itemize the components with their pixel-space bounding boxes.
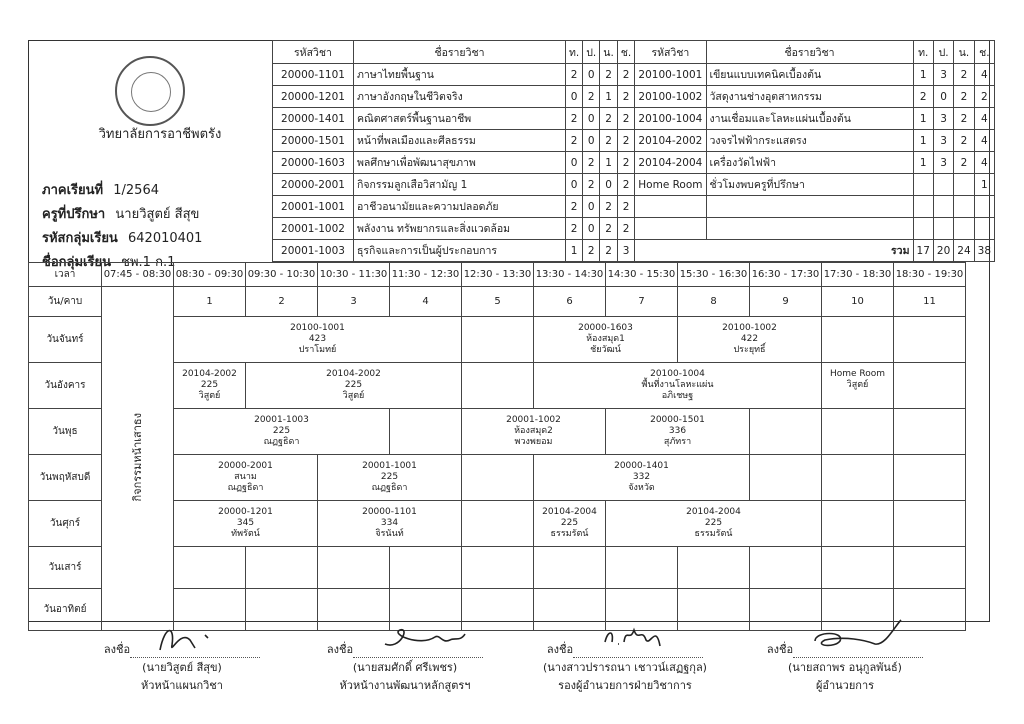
handwritten-signature-4	[805, 616, 905, 656]
header-p: ป.	[583, 41, 600, 64]
slot-code: 20001-1002	[506, 415, 561, 425]
course-credit-p: 3	[933, 64, 953, 86]
slot	[678, 317, 822, 363]
slot	[174, 501, 318, 547]
slot-teacher: อภิเชษฐ	[661, 391, 694, 401]
course-credit-n: 2	[954, 86, 974, 108]
slot-teacher: วิสูตย์	[846, 380, 869, 390]
empty-cell	[933, 196, 953, 218]
slot-room: 336	[668, 426, 687, 436]
course-row	[273, 152, 995, 174]
slot	[606, 501, 822, 547]
course-name: อาชีวอนามัยและความปลอดภัย	[354, 196, 566, 218]
signature-2: ลงชื่อ (นายสมศักดิ์ ศรีเพชร) หัวหน้างานพัฒนาหลักสูตรฯ	[305, 640, 505, 694]
header-p2: ป.	[933, 41, 953, 64]
college-name: วิทยาลัยการอาชีพตรัง	[98, 127, 222, 142]
empty-cell	[954, 218, 974, 240]
header-name2: ชื่อรายวิชา	[706, 41, 913, 64]
empty-slot	[894, 455, 966, 501]
course-code: 20104-2002	[635, 130, 706, 152]
empty-slot	[390, 409, 462, 455]
course-code: 20100-1001	[635, 64, 706, 86]
course-credit-t	[913, 174, 933, 196]
course-credit-p: 0	[933, 86, 953, 108]
empty-slot	[894, 501, 966, 547]
slot	[318, 501, 462, 547]
course-credit-p: 2	[583, 86, 600, 108]
course-code: 20000-2001	[273, 174, 354, 196]
empty-slot	[822, 317, 894, 363]
time-cell: 07:45 - 08:30	[102, 263, 174, 287]
time-label: เวลา	[29, 263, 102, 287]
day-label: วันพฤหัสบดี	[29, 455, 102, 501]
signer-name: (นายวิสูตย์ สีสุข)	[142, 661, 222, 674]
slot-room: 225	[380, 472, 399, 482]
slot-teacher: ธรรมรัตน์	[550, 529, 589, 539]
time-cell: 13:30 - 14:30	[534, 263, 606, 287]
slot-room: 345	[236, 518, 255, 528]
slot-code: 20104-2002	[182, 369, 237, 379]
course-name: ภาษาอังกฤษในชีวิตจริง	[354, 86, 566, 108]
slot-code: Home Room	[829, 369, 886, 379]
period-cell: 11	[894, 287, 966, 317]
slot-teacher: วิสูตย์	[198, 391, 221, 401]
empty-slot	[894, 317, 966, 363]
slot-room: พื้นที่งานโลหะแผ่น	[641, 380, 714, 390]
empty-slot	[462, 455, 534, 501]
course-credit-n: 0	[600, 174, 618, 196]
header-code: รหัสวิชา	[273, 41, 354, 64]
slot-teacher: จิรนันท์	[375, 529, 404, 539]
course-code: 20000-1101	[273, 64, 354, 86]
total-n: 24	[954, 240, 974, 262]
slot-teacher: ประยุทธิ์	[733, 345, 766, 355]
class-info	[42, 178, 267, 274]
slot-code: 20000-1101	[362, 507, 417, 517]
slot-room: ห้องสมุด1	[586, 334, 625, 344]
signer-name: (นายสมศักดิ์ ศรีเพชร)	[352, 661, 458, 674]
course-credit-c: 4	[974, 130, 994, 152]
slot-code: 20100-1001	[290, 323, 345, 333]
slot	[534, 317, 678, 363]
course-row	[273, 240, 995, 262]
time-cell: 11:30 - 12:30	[390, 263, 462, 287]
course-credit-n: 2	[600, 130, 618, 152]
header-c: ช.	[617, 41, 634, 64]
signer-name: (นายสถาพร อนุกูลพันธ์)	[788, 661, 902, 674]
slot-code: 20000-1201	[218, 507, 273, 517]
slot	[174, 409, 390, 455]
course-name: กิจกรรมลูกเสือวิสามัญ 1	[354, 174, 566, 196]
course-row	[273, 196, 995, 218]
course-credit-n: 2	[600, 108, 618, 130]
course-credit-n: 2	[954, 152, 974, 174]
course-credit-n: 2	[600, 64, 618, 86]
slot-room: 225	[704, 518, 723, 528]
course-credit-t: 1	[913, 108, 933, 130]
slot-code: 20000-1401	[614, 461, 669, 471]
slot-room: 334	[380, 518, 399, 528]
slot-teacher: ณฏฐธิดา	[371, 483, 408, 493]
slot-teacher: วิสูตย์	[342, 391, 365, 401]
course-credit-c: 2	[617, 130, 634, 152]
slot-room: 332	[632, 472, 651, 482]
time-cell: 08:30 - 09:30	[174, 263, 246, 287]
empty-cell	[706, 218, 913, 240]
course-credit-c: 2	[617, 86, 634, 108]
info-term: ภาคเรียนที่ 1/2564	[42, 183, 159, 198]
course-credit-p: 2	[583, 174, 600, 196]
slot	[822, 363, 894, 409]
slot-code: 20001-1003	[254, 415, 309, 425]
flag-activity-cell	[102, 287, 174, 631]
course-credit-c: 4	[974, 64, 994, 86]
empty-slot	[750, 409, 822, 455]
slot-room: 225	[272, 426, 291, 436]
slot	[606, 409, 750, 455]
course-credit-t: 2	[566, 196, 583, 218]
course-credit-t: 1	[913, 130, 933, 152]
course-credit-p: 3	[933, 108, 953, 130]
slot-teacher: พวงพยอม	[514, 437, 553, 447]
empty-slot	[462, 317, 534, 363]
period-cell: 4	[390, 287, 462, 317]
course-code: 20001-1003	[273, 240, 354, 262]
total-c: 38	[974, 240, 994, 262]
slot-code: 20104-2004	[686, 507, 741, 517]
slot-room: 225	[344, 380, 363, 390]
course-credit-t: 1	[913, 64, 933, 86]
course-name: พลังงาน ทรัพยากรและสิ่งแวดล้อม	[354, 218, 566, 240]
course-code: 20001-1001	[273, 196, 354, 218]
signature-4: ลงชื่อ (นายสถาพร อนุกูลพันธ์) ผู้อำนวยการ	[745, 640, 945, 694]
course-credit-n: 2	[954, 64, 974, 86]
course-credit-p	[933, 174, 953, 196]
empty-cell	[635, 218, 706, 240]
period-cell: 3	[318, 287, 390, 317]
slot-room: 225	[560, 518, 579, 528]
empty-cell	[933, 218, 953, 240]
course-code: 20000-1201	[273, 86, 354, 108]
course-name: เขียนแบบเทคนิคเบื้องต้น	[706, 64, 913, 86]
empty-cell	[913, 196, 933, 218]
college-seal-icon	[115, 56, 185, 126]
day-label: วันศุกร์	[29, 501, 102, 547]
period-cell: 6	[534, 287, 606, 317]
total-label-cell: รวม	[635, 240, 913, 262]
course-row	[273, 218, 995, 240]
course-table	[272, 40, 995, 262]
course-credit-n	[954, 174, 974, 196]
slot	[246, 363, 462, 409]
course-name: คณิตศาสตร์พื้นฐานอาชีพ	[354, 108, 566, 130]
signature-3: ลงชื่อ (นางสาวปรารถนา เชาวน์เสฏฐกุล) รองผู้อำนวยการฝ่ายวิชาการ	[525, 640, 725, 694]
period-cell: 5	[462, 287, 534, 317]
slot-code: 20000-1603	[578, 323, 633, 333]
course-credit-c: 2	[974, 86, 994, 108]
time-cell: 18:30 - 19:30	[894, 263, 966, 287]
signer-title: รองผู้อำนวยการฝ่ายวิชาการ	[558, 679, 692, 692]
empty-cell	[913, 218, 933, 240]
course-credit-c: 3	[617, 240, 634, 262]
slot-teacher: ทัพรัตน์	[231, 529, 260, 539]
course-code: 20000-1401	[273, 108, 354, 130]
period-cell: 9	[750, 287, 822, 317]
total-t: 17	[913, 240, 933, 262]
course-credit-t: 2	[566, 64, 583, 86]
course-credit-c: 4	[974, 108, 994, 130]
empty-slot	[462, 363, 534, 409]
period-cell: 7	[606, 287, 678, 317]
course-credit-t: 0	[566, 86, 583, 108]
time-cell: 16:30 - 17:30	[750, 263, 822, 287]
signer-title: หัวหน้าแผนกวิชา	[141, 679, 223, 692]
slot	[318, 455, 462, 501]
period-cell: 1	[174, 287, 246, 317]
course-credit-n: 2	[600, 240, 618, 262]
empty-cell	[954, 196, 974, 218]
slot-room: ห้องสมุด2	[514, 426, 553, 436]
slot-teacher: ณฏฐธิดา	[263, 437, 300, 447]
day-label: วันเสาร์	[29, 547, 102, 589]
course-name: ชั่วโมงพบครูที่ปรึกษา	[706, 174, 913, 196]
slot	[174, 363, 246, 409]
course-code: 20104-2004	[635, 152, 706, 174]
time-cell: 14:30 - 15:30	[606, 263, 678, 287]
slot-code: 20000-1501	[650, 415, 705, 425]
info-advisor: ครูที่ปรึกษา นายวิสูตย์ สีสุข	[42, 207, 200, 222]
flag-activity-label: กิจกรรมหน้าเสาธง	[130, 412, 144, 502]
course-credit-p: 2	[583, 240, 600, 262]
day-label: วันจันทร์	[29, 317, 102, 363]
course-credit-n: 2	[600, 196, 618, 218]
time-cell: 17:30 - 18:30	[822, 263, 894, 287]
day-label: วันพุธ	[29, 409, 102, 455]
slot	[534, 501, 606, 547]
course-name: ภาษาไทยพื้นฐาน	[354, 64, 566, 86]
course-name: หน้าที่พลเมืองและศีลธรรม	[354, 130, 566, 152]
empty-slot	[894, 363, 966, 409]
handwritten-signature-2	[380, 622, 470, 652]
course-credit-t: 1	[913, 152, 933, 174]
slot-code: 20104-2004	[542, 507, 597, 517]
header-n: น.	[600, 41, 618, 64]
course-credit-t: 2	[913, 86, 933, 108]
period-cell: 8	[678, 287, 750, 317]
time-cell: 12:30 - 13:30	[462, 263, 534, 287]
course-credit-t: 0	[566, 152, 583, 174]
course-credit-p: 3	[933, 152, 953, 174]
slot-teacher: ชัยวัฒน์	[590, 345, 621, 355]
empty-cell	[974, 196, 994, 218]
slot	[174, 455, 318, 501]
course-credit-p: 2	[583, 152, 600, 174]
course-name: งานเชื่อมและโลหะแผ่นเบื้องต้น	[706, 108, 913, 130]
slot-code: 20001-1001	[362, 461, 417, 471]
course-credit-n: 2	[600, 218, 618, 240]
header-t: ท.	[566, 41, 583, 64]
slot-teacher: ณฏฐธิดา	[227, 483, 264, 493]
slot-room: 225	[200, 380, 219, 390]
period-row	[29, 287, 966, 317]
slot-teacher: จังหวัด	[628, 483, 655, 493]
course-row	[273, 108, 995, 130]
course-row	[273, 130, 995, 152]
course-credit-c: 2	[617, 174, 634, 196]
course-credit-n: 1	[600, 86, 618, 108]
course-credit-n: 2	[954, 130, 974, 152]
handwritten-signature-1	[150, 620, 230, 660]
header-c2: ช.	[974, 41, 994, 64]
empty-slot	[750, 455, 822, 501]
header-code2: รหัสวิชา	[635, 41, 706, 64]
course-row	[273, 174, 995, 196]
empty-slot	[462, 501, 534, 547]
info-group-code: รหัสกลุ่มเรียน 642010401	[42, 231, 203, 246]
course-row	[273, 64, 995, 86]
time-cell: 10:30 - 11:30	[318, 263, 390, 287]
course-credit-p: 0	[583, 108, 600, 130]
course-credit-n: 1	[600, 152, 618, 174]
total-p: 20	[933, 240, 953, 262]
signer-name: (นางสาวปรารถนา เชาวน์เสฏฐกุล)	[543, 661, 707, 674]
time-cell: 09:30 - 10:30	[246, 263, 318, 287]
empty-cell	[974, 218, 994, 240]
empty-cell	[635, 196, 706, 218]
course-credit-p: 0	[583, 130, 600, 152]
course-credit-p: 0	[583, 64, 600, 86]
course-credit-c: 2	[617, 152, 634, 174]
slot-room: สนาม	[234, 472, 257, 482]
period-label: วัน/คาบ	[29, 287, 102, 317]
signer-title: หัวหน้างานพัฒนาหลักสูตรฯ	[339, 679, 471, 692]
course-credit-t: 0	[566, 174, 583, 196]
course-credit-t: 2	[566, 218, 583, 240]
slot-teacher: ธรรมรัตน์	[694, 529, 733, 539]
course-code: 20000-1501	[273, 130, 354, 152]
time-cell: 15:30 - 16:30	[678, 263, 750, 287]
period-cell: 2	[246, 287, 318, 317]
course-credit-c: 2	[617, 196, 634, 218]
course-credit-c: 2	[617, 108, 634, 130]
handwritten-signature-3	[600, 620, 670, 650]
period-cell: 10	[822, 287, 894, 317]
course-credit-t: 1	[566, 240, 583, 262]
course-credit-c: 2	[617, 218, 634, 240]
slot-teacher: ปราโมทย์	[298, 345, 337, 355]
course-code: 20001-1002	[273, 218, 354, 240]
header-n2: น.	[954, 41, 974, 64]
course-name: วงจรไฟฟ้ากระแสตรง	[706, 130, 913, 152]
course-credit-n: 2	[954, 108, 974, 130]
course-row	[273, 86, 995, 108]
empty-cell	[706, 196, 913, 218]
slot-code: 20100-1004	[650, 369, 705, 379]
slot-code: 20104-2002	[326, 369, 381, 379]
schedule-grid	[28, 262, 966, 631]
course-name: เครื่องวัดไฟฟ้า	[706, 152, 913, 174]
course-credit-t: 2	[566, 130, 583, 152]
signer-title: ผู้อำนวยการ	[815, 679, 875, 692]
course-body	[273, 64, 995, 262]
slot	[534, 363, 822, 409]
day-label: วันอังคาร	[29, 363, 102, 409]
course-code: 20000-1603	[273, 152, 354, 174]
course-credit-t: 2	[566, 108, 583, 130]
course-header-row	[273, 41, 995, 64]
course-credit-c: 2	[617, 64, 634, 86]
empty-slot	[822, 501, 894, 547]
course-code: 20100-1004	[635, 108, 706, 130]
course-credit-c: 4	[974, 152, 994, 174]
slot	[174, 317, 462, 363]
slot-room: 422	[740, 334, 759, 344]
day-label: วันอาทิตย์	[29, 589, 102, 631]
slot-code: 20000-2001	[218, 461, 273, 471]
slot	[534, 455, 750, 501]
course-name: พลศึกษาเพื่อพัฒนาสุขภาพ	[354, 152, 566, 174]
course-credit-c: 1	[974, 174, 994, 196]
signature-1: ลงชื่อ (นายวิสูตย์ สีสุข) หัวหน้าแผนกวิชา	[82, 640, 282, 694]
course-credit-p: 3	[933, 130, 953, 152]
slot-room: 423	[308, 334, 327, 344]
empty-slot	[894, 409, 966, 455]
slot	[462, 409, 606, 455]
course-code: Home Room	[635, 174, 706, 196]
header-name: ชื่อรายวิชา	[354, 41, 566, 64]
course-code: 20100-1002	[635, 86, 706, 108]
course-name: ธุรกิจและการเป็นผู้ประกอบการ	[354, 240, 566, 262]
info-group-name: ชื่อกลุ่มเรียน ชพ.1 ก.1	[42, 255, 176, 270]
slot-teacher: สุภัทรา	[663, 437, 692, 447]
header-t2: ท.	[913, 41, 933, 64]
course-credit-p: 0	[583, 196, 600, 218]
time-row	[29, 263, 966, 287]
slot-code: 20100-1002	[722, 323, 777, 333]
course-name: วัสดุงานช่างอุตสาหกรรม	[706, 86, 913, 108]
empty-slot	[822, 409, 894, 455]
empty-slot	[822, 455, 894, 501]
course-credit-p: 0	[583, 218, 600, 240]
